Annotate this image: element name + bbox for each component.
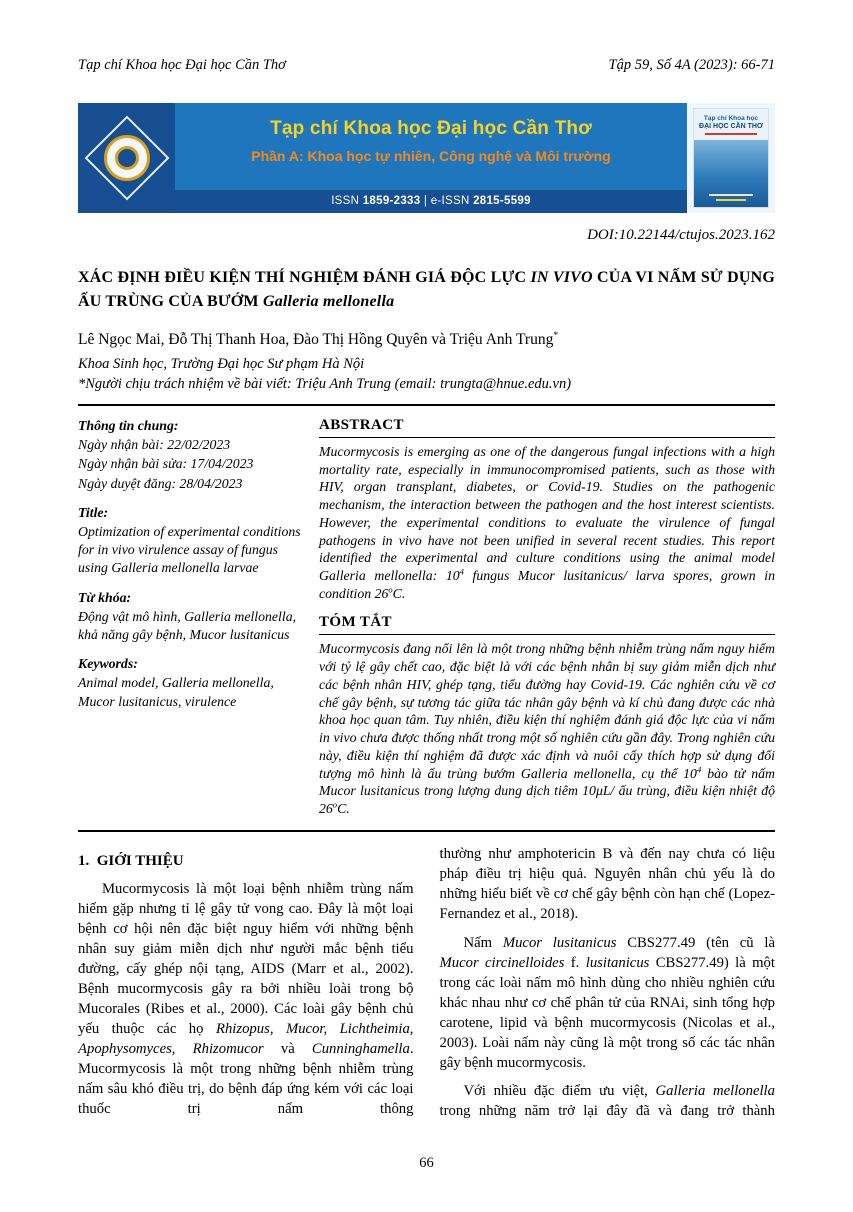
- divider-rule-top: [78, 404, 775, 406]
- affiliation: Khoa Sinh học, Trường Đại học Sư phạm Hà Nội: [78, 356, 365, 372]
- ctu-logo-center: [115, 146, 139, 170]
- abstract-text-vi: Mucormycosis đang nổi lên là một trong những bệnh nhiễm trùng nấm nguy hiểm với tỷ lệ gây chết cao, đặc biệt là với các bệnh nhân bị suy giảm miễn dịch như các bệnh nhân HIV, ghép tạng, tiểu đường hay Covid-19. Các nghiên cứu về cơ chế gây bệnh, sự tương tác giữa tác nhân gây bệnh và kí chủ đang được các nhà khoa học quan tâm. Tuy nhiên, điều kiện thí nghiệm đánh giá độc lực của vi nấm in vivo chưa được thống nhất trong một số nghiên cứu gần đây. Trong nghiên cứu này, điều kiện thí nghiệm đã được xác định và nuôi cấy thích hợp sử dụng đối tượng mô hình là ấu trùng bướm Galleria mellonella, cụ thể $10^4$ bào tử nấm Mucor lusitanicus trong lượng dung dịch tiêm 10μL/ ấu trùng, điều kiện nhiệt độ 26$^o$C.: [319, 641, 775, 816]
- cover-photo: [694, 140, 768, 207]
- meta-keywords-en: Animal model, Galleria mellonella, Mucor lusitanicus, virulence: [78, 675, 274, 709]
- meta-keywords-en-label: Keywords:: [78, 656, 138, 672]
- abstract-column: [319, 415, 775, 818]
- article-title: XÁC ĐỊNH ĐIỀU KIỆN THÍ NGHIỆM ĐÁNH GIÁ ĐỘC LỰC IN VIVO CỦA VI NẤM SỬ DỤNG ẤU TRÙNG CỦA BƯỚM Galleria mellonella: [78, 269, 775, 310]
- cover-university-name: ĐẠI HỌC CẦN THƠ: [699, 123, 763, 130]
- banner-main: [175, 103, 687, 213]
- meta-title-en: Optimization of experimental conditions for in vivo virulence assay of fungus using Galleria mellonella larvae: [78, 524, 301, 576]
- running-header-journal: Tạp chí Khoa học Đại học Cần Thơ: [78, 57, 286, 73]
- doi-text: DOI:10.22144/ctujos.2023.162: [587, 227, 775, 243]
- running-header: [78, 0, 775, 74]
- banner-journal-title: Tạp chí Khoa học Đại học Cần Thơ: [270, 118, 592, 139]
- intro-paragraph-3: Với nhiều đặc điểm ưu việt, Galleria mellonella trong những năm trở lại đây đã và đang trở thành: [439, 1083, 775, 1120]
- ctu-logo: [84, 116, 169, 201]
- meta-abstract-section: [78, 415, 775, 818]
- section-heading-introduction: 1. GIỚI THIỆU: [78, 852, 184, 869]
- body-column-left: [78, 845, 414, 1123]
- article-body: [78, 845, 775, 1123]
- meta-keywords-vi: Động vật mô hình, Galleria mellonella, khả năng gây bệnh, Mucor lusitanicus: [78, 608, 297, 643]
- meta-title-label: Title:: [78, 504, 109, 520]
- ctu-logo-panel: [78, 103, 175, 213]
- meta-date-accepted: Ngày duyệt đăng: 28/04/2023: [78, 475, 243, 491]
- ctu-logo-seal: [104, 135, 150, 181]
- cover-journal-name: Tạp chí Khoa học: [703, 115, 759, 122]
- author-list: Lê Ngọc Mai, Đỗ Thị Thanh Hoa, Đào Thị Hồng Quyên và Triệu Anh Trung*: [78, 329, 559, 348]
- journal-cover-page: [693, 108, 769, 208]
- cover-divider: [705, 133, 757, 135]
- intro-paragraph-1-continued: thường như amphotericin B và đến nay chưa có liệu pháp điều trị hiệu quả. Nguyên nhân chủ yếu là do những hiểu biết về cơ chế gây bệnh còn hạn chế (Lopez-Fernandez et al., 2018).: [439, 845, 775, 922]
- page-number: 66: [419, 1155, 434, 1171]
- divider-rule-bottom: [78, 830, 775, 832]
- meta-date-received: Ngày nhận bài: 22/02/2023: [78, 437, 231, 453]
- cover-photo-detail: [709, 194, 753, 196]
- journal-cover-thumbnail: [687, 103, 775, 213]
- banner-issn: ISSN 1859-2333 | e-ISSN 2815-5599: [175, 190, 687, 213]
- abstract-heading-en: ABSTRACT: [319, 417, 775, 438]
- abstract-heading-vi: TÓM TẮT: [319, 614, 775, 635]
- intro-paragraph-2: Nấm Mucor lusitanicus CBS277.49 (tên cũ là Mucor circinelloides f. lusitanicus CBS277.49) là một trong các loài nấm mô hình dùng cho nhiều nghiên cứu khác nhau như cơ chế phân tử của RNAi, sinh tổng hợp carotene, lipid và bệnh mucormycosis (Nicolas et al., 2003). Loài nấm này cũng là một trong số các tác nhân gây bệnh mucormycosis.: [439, 934, 776, 1071]
- abstract-text-en: Mucormycosis is emerging as one of the dangerous fungal infections with a high mortality rate, especially in immunocompromised patients, such as those with HIV, organ transplant, diabetes, or Covid-19. Studies on the pathogenic mechanism, the interaction between the pathogen and the host interest scientists. However, the experimental conditions to evaluate the virulence of fungal pathogens in vivo have not been unified in several recent studies. This report identified the experimental and culture conditions using the animal model Galleria mellonella: $10^4$ fungus Mucor lusitanicus/ larva spores, grown in condition 26$^o$C.: [319, 444, 775, 601]
- banner-part-subtitle: Phần A: Khoa học tự nhiên, Công nghệ và Môi trường: [251, 148, 611, 164]
- body-column-right: [440, 845, 776, 1123]
- corresponding-author-note: *Người chịu trách nhiệm về bài viết: Triệu Anh Trung (email: trungta@hnue.edu.vn): [78, 376, 572, 392]
- running-header-issue: Tập 59, Số 4A (2023): 66-71: [608, 57, 775, 73]
- cover-photo-detail-accent: [716, 199, 746, 201]
- intro-paragraph-1: Mucormycosis là một loại bệnh nhiễm trùng nấm hiếm gặp nhưng tỉ lệ gây tử vong cao. Đây là một loại bệnh cơ hội nên đặc biệt nguy hiểm với những bệnh nhân suy giảm miễn dịch như người mắc bệnh tiểu đường, cấy ghép nội tạng, AIDS (Marr et al., 2002). Bệnh mucormycosis gây ra bởi nhiều loài trong bộ Mucorales (Ribes et al., 2000). Các loài gây bệnh chủ yếu thuộc các họ Rhizopus, Mucor, Lichtheimia, Apophysomyces, Rhizomucor và Cunninghamella. Mucormycosis là một trong những bệnh nhiễm trùng nấm sâu khó điều trị, do bệnh đáp ứng kém với các loại thuốc trị nấm thông: [78, 881, 414, 1117]
- article-meta-sidebar: [78, 415, 303, 818]
- meta-info-label: Thông tin chung:: [78, 418, 179, 433]
- meta-keywords-vi-label: Từ khóa:: [78, 589, 132, 605]
- meta-date-revised: Ngày nhận bài sửa: 17/04/2023: [78, 456, 254, 472]
- journal-banner: [78, 103, 775, 213]
